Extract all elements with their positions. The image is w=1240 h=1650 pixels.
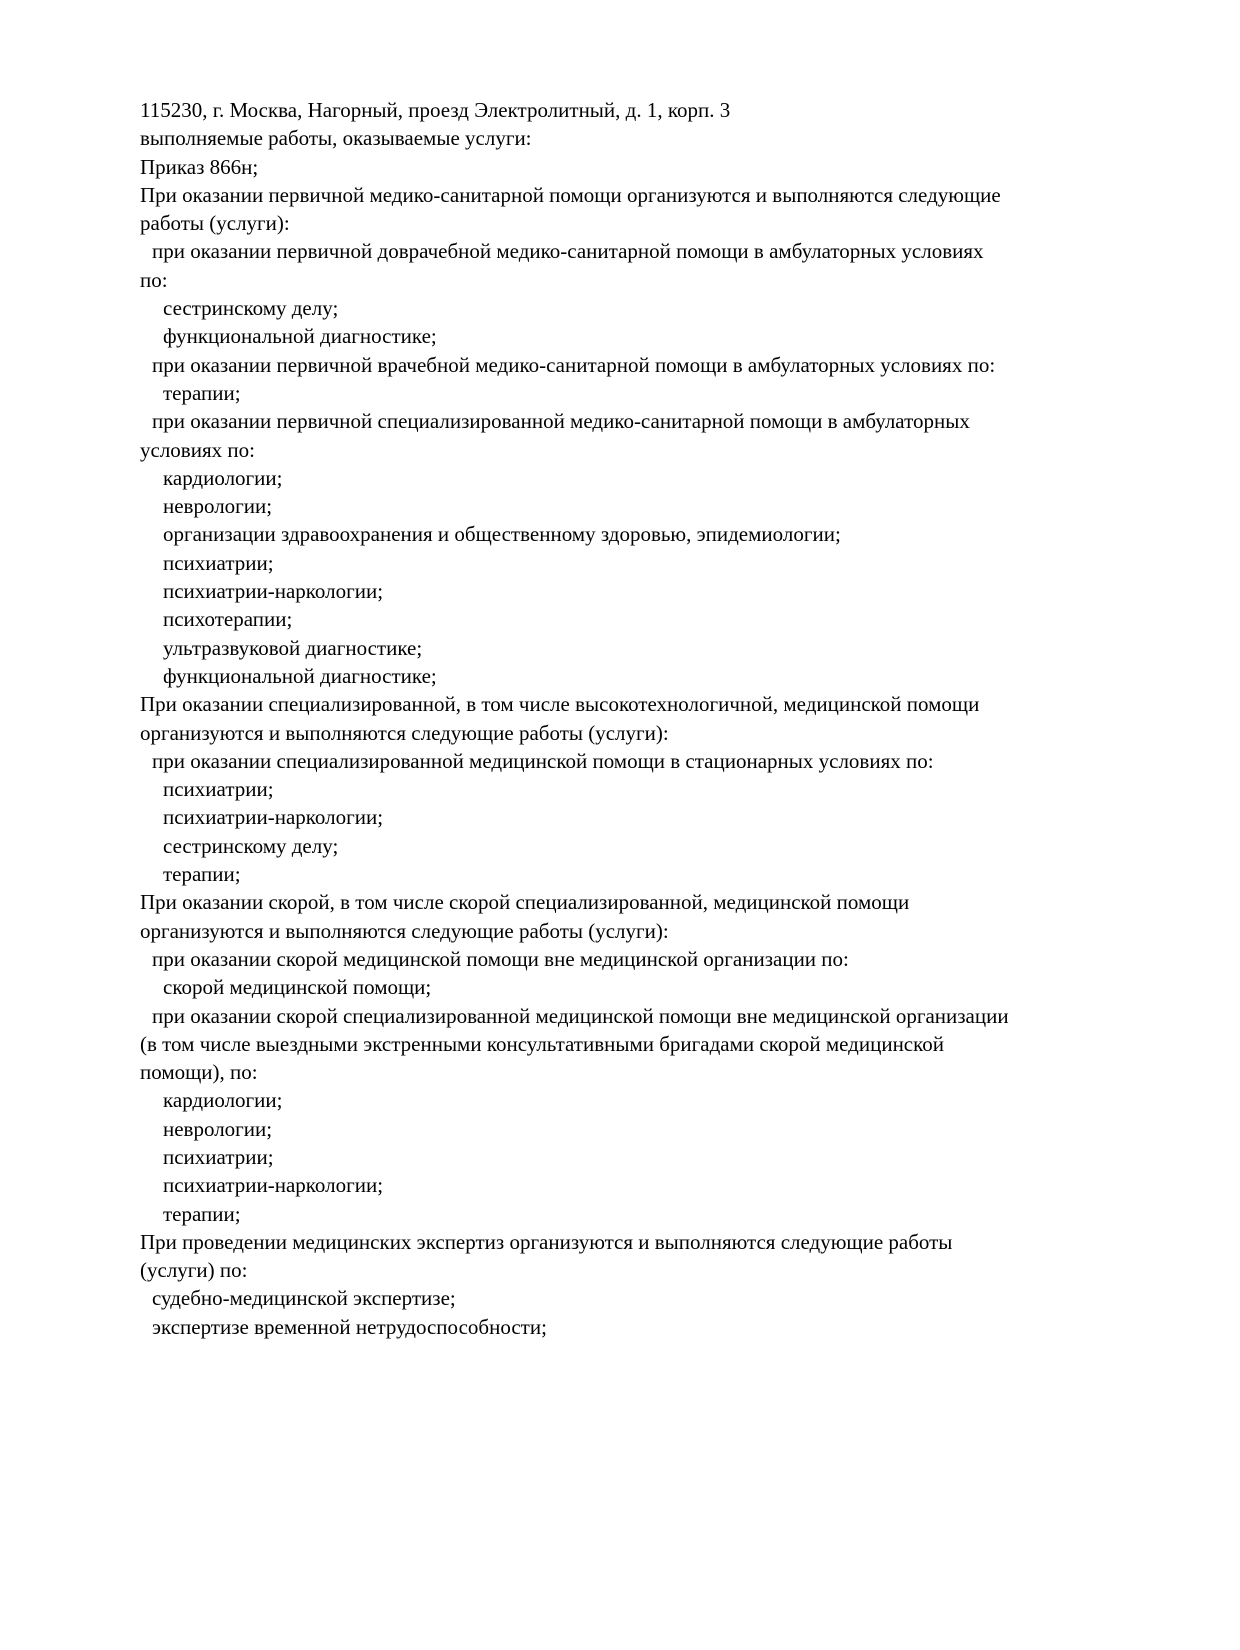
document-line: сестринскому делу; xyxy=(163,833,339,858)
document-line: терапии; xyxy=(163,862,241,887)
document-line: ультразвуковой диагностике; xyxy=(163,635,423,660)
document-line: организуются и выполняются следующие работы (услуги): xyxy=(140,918,669,943)
document-line: психиатрии; xyxy=(163,550,274,575)
document-line: сестринскому делу; xyxy=(163,296,339,321)
document-line: (в том числе выездными экстренными консультативными бригадами скорой медицинской xyxy=(140,1031,944,1056)
document-line: при оказании скорой специализированной медицинской помощи вне медицинской организации xyxy=(152,1003,1009,1028)
document-line: судебно-медицинской экспертизе; xyxy=(152,1286,456,1311)
document-line: психиатрии; xyxy=(163,1144,274,1169)
document-line: организуются и выполняются следующие работы (услуги): xyxy=(140,720,669,745)
document-line: 115230, г. Москва, Нагорный, проезд Электролитный, д. 1, корп. 3 xyxy=(140,98,731,122)
document-text-block xyxy=(140,96,1180,1341)
document-line: при оказании скорой медицинской помощи вне медицинской организации по: xyxy=(152,946,849,971)
document-line: при оказании первичной врачебной медико-санитарной помощи в амбулаторных условиях по: xyxy=(152,352,996,377)
document-line: функциональной диагностике; xyxy=(163,663,437,688)
document-line: При оказании скорой, в том числе скорой специализированной, медицинской помощи xyxy=(140,890,910,915)
document-line: При оказании специализированной, в том числе высокотехнологичной, медицинской помощи xyxy=(140,692,980,717)
document-line: при оказании специализированной медицинской помощи в стационарных условиях по: xyxy=(152,748,934,773)
document-line: При оказании первичной медико-санитарной помощи организуются и выполняются следующие xyxy=(140,182,1001,207)
document-line: психотерапии; xyxy=(163,607,293,632)
document-line: функциональной диагностике; xyxy=(163,324,437,349)
document-line: неврологии; xyxy=(163,1116,273,1141)
document-line: кардиологии; xyxy=(163,1088,283,1113)
document-line: психиатрии-наркологии; xyxy=(163,805,384,830)
document-line: при оказании первичной специализированной медико-санитарной помощи в амбулаторных xyxy=(152,409,970,434)
document-line: (услуги) по: xyxy=(140,1258,248,1283)
document-line: психиатрии; xyxy=(163,777,274,802)
document-line: неврологии; xyxy=(163,494,273,519)
document-line: терапии; xyxy=(163,1201,241,1226)
document-line: организации здравоохранения и общественному здоровью, эпидемиологии; xyxy=(163,522,841,547)
document-line: кардиологии; xyxy=(163,465,283,490)
document-line: по: xyxy=(140,267,168,292)
document-line: при оказании первичной доврачебной медико-санитарной помощи в амбулаторных условиях xyxy=(152,239,984,264)
document-line: скорой медицинской помощи; xyxy=(163,975,432,1000)
document-line: экспертизе временной нетрудоспособности; xyxy=(152,1314,547,1339)
document-line: выполняемые работы, оказываемые услуги: xyxy=(140,126,532,151)
document-line: психиатрии-наркологии; xyxy=(163,579,384,604)
document-line: терапии; xyxy=(163,380,241,405)
document-line: При проведении медицинских экспертиз организуются и выполняются следующие работы xyxy=(140,1229,953,1254)
document-line: Приказ 866н; xyxy=(140,154,259,179)
document-line: условиях по: xyxy=(140,437,255,462)
document-line: помощи), по: xyxy=(140,1060,258,1085)
document-line: работы (услуги): xyxy=(140,211,290,236)
document-line: психиатрии-наркологии; xyxy=(163,1173,384,1198)
